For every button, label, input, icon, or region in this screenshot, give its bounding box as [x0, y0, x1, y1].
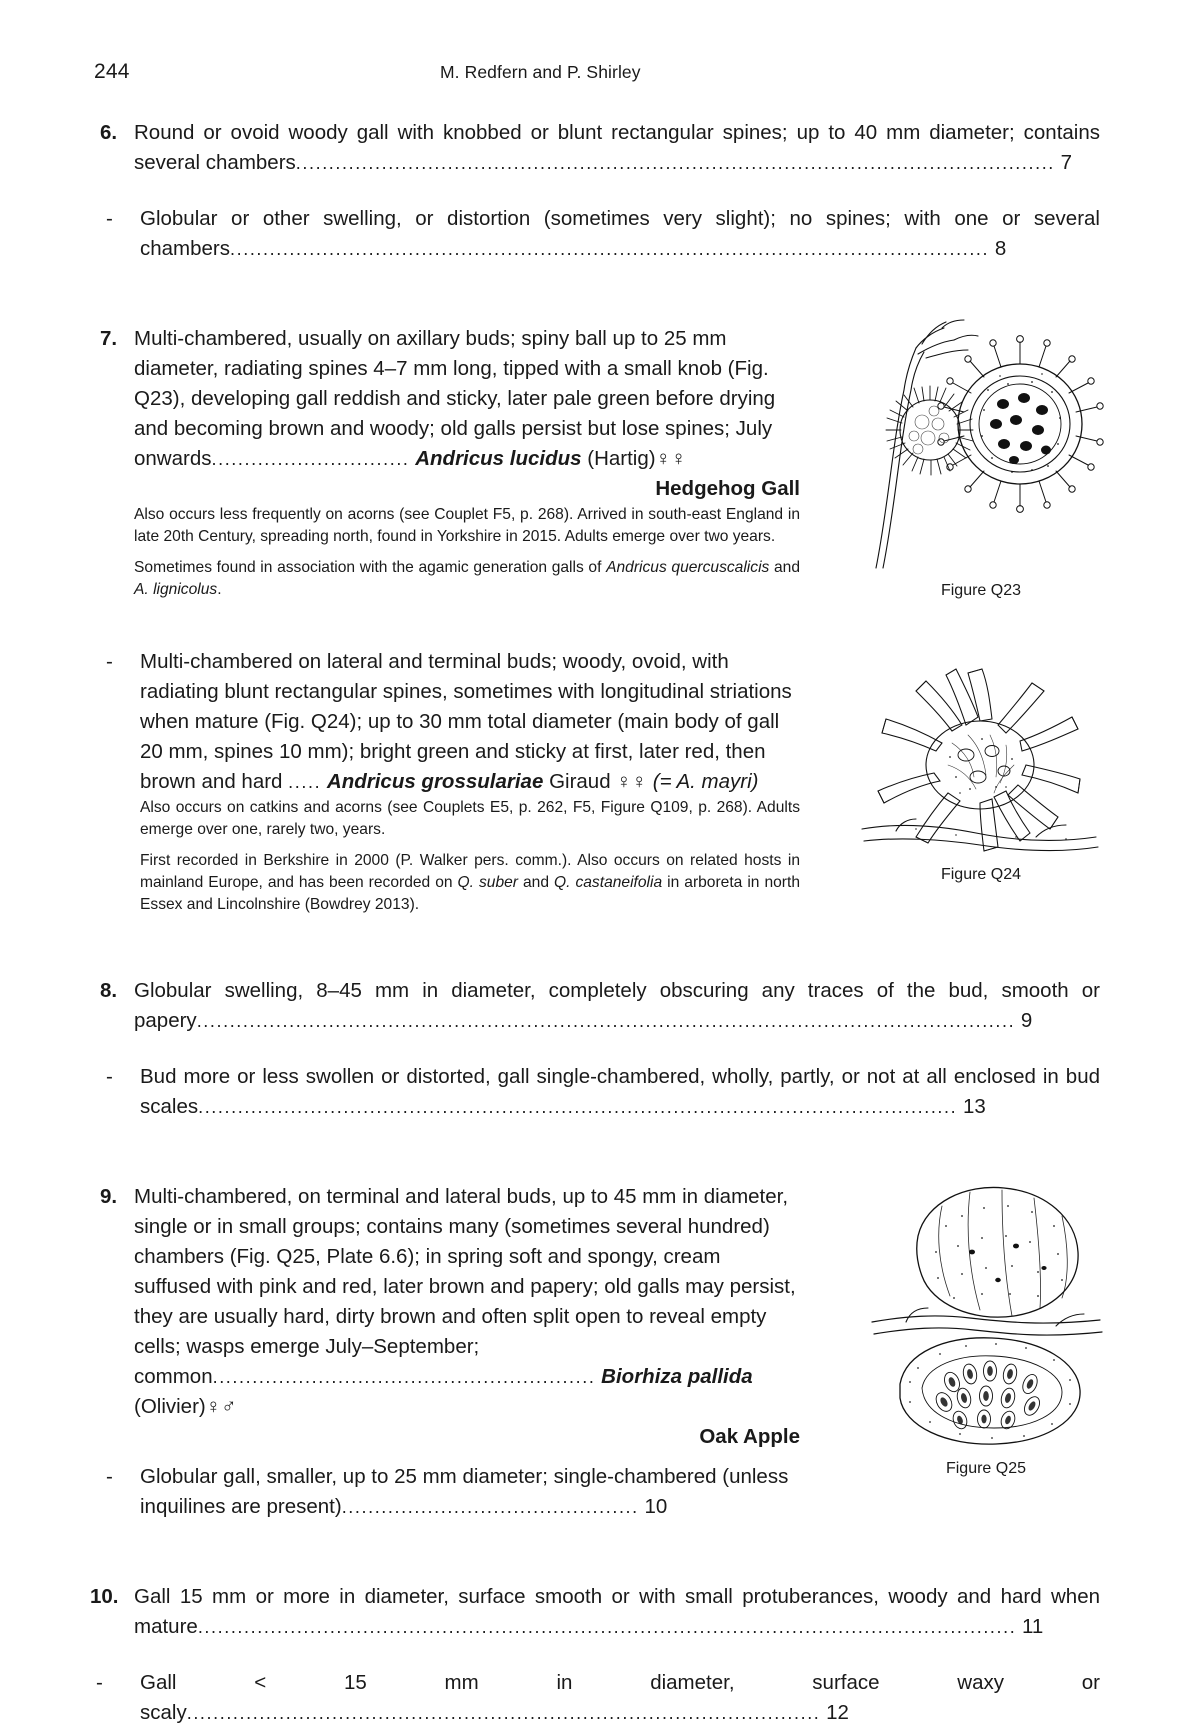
- lead-target: 7: [1060, 151, 1073, 174]
- dot-leader: ............................................................................................................................: [197, 1617, 1017, 1637]
- lead-dash: -: [106, 650, 113, 673]
- lead-description: Bud more or less swollen or distorted, gall single-chambered, wholly, partly, or not at all enclosed in bud scales: [140, 1065, 1100, 1118]
- common-name: Oak Apple: [699, 1425, 800, 1448]
- species-name: Andricus grossulariae: [326, 770, 544, 793]
- lead-target: 10: [644, 1495, 668, 1518]
- spacer: [100, 1452, 800, 1462]
- lead-text-block: [134, 1182, 800, 1452]
- hedgehog-gall-illustration: [856, 318, 1106, 578]
- lead-target: 8: [994, 237, 1007, 260]
- species-authority: Giraud: [549, 770, 611, 793]
- dot-leader: .............................................: [341, 1497, 639, 1517]
- lead-6b: [100, 204, 1100, 264]
- figure-q24: [856, 647, 1106, 884]
- species-name: Biorhiza pallida: [601, 1365, 753, 1388]
- note-paragraph: [140, 797, 800, 841]
- note-text: Also occurs on catkins and acorns (see Couplets E5, p. 262, F5, Figure Q109, p. 268). Adults emerge over one, rarely two, years.: [140, 799, 800, 838]
- lead-target: 13: [962, 1095, 986, 1118]
- couplet-7-text-column: [100, 324, 800, 601]
- figure-q25: [866, 1176, 1106, 1478]
- lead-text-block: [140, 1462, 800, 1522]
- section-spacer: [100, 627, 1100, 647]
- lead-number: 9.: [100, 1185, 118, 1208]
- lead-target: 12: [826, 1701, 849, 1724]
- lead-text-block: [140, 1668, 1100, 1728]
- couplet-6-alt: [100, 204, 1100, 264]
- couplet-10: [90, 1582, 1100, 1642]
- dot-leader: ...................................................................................................................: [295, 153, 1055, 173]
- species-synonym: (= A. mayri): [652, 770, 759, 793]
- dot-leader: ..........................................................: [212, 1367, 596, 1387]
- species-name: Andricus lucidus: [415, 447, 582, 470]
- couplet-8-alt: [100, 1062, 1100, 1122]
- section-spacer: [100, 1548, 1100, 1582]
- lead-text-block: [140, 647, 800, 916]
- note-paragraph: [134, 557, 800, 601]
- lead-number: 8.: [100, 979, 118, 1002]
- lead-description: Globular or other swelling, or distortion (sometimes very slight); no spines; with one or several chambers: [140, 207, 1100, 260]
- couplet-7alt-text-column: [100, 647, 800, 916]
- lead-dash: -: [106, 1065, 113, 1088]
- lead-description: Multi-chambered, on terminal and lateral buds, up to 45 mm in diameter, single or in small groups; contains many (sometimes several hundred) chambers (Fig. Q25, Plate 6.6); in spring soft and spongy, cream suffused with pink and red, later brown and papery; old galls may persist, they are usually hard, dirty brown and often split open to reveal empty cells; wasps emerge July–September; common: [134, 1185, 796, 1388]
- sex-symbols: ♀♀: [616, 770, 648, 793]
- lead-number: 6.: [100, 121, 118, 144]
- sex-symbols: ♀♀: [655, 447, 687, 470]
- lead-dash: -: [106, 207, 113, 230]
- lead-text-block: [134, 118, 1100, 178]
- dot-leader: ................................................................................................: [186, 1703, 821, 1723]
- lead-text-block: [134, 324, 800, 601]
- lead-description: Gall < 15 mm in diameter, surface waxy or scaly: [140, 1671, 1100, 1724]
- dot-leader: ...................................................................................................................: [198, 1097, 958, 1117]
- lead-number: 7.: [100, 327, 118, 350]
- couplet-10-alt: [96, 1668, 1100, 1728]
- dot-leader: ...................................................................................................................: [230, 239, 990, 259]
- lead-text-block: [140, 204, 1100, 264]
- lead-target: 11: [1022, 1615, 1044, 1638]
- couplet-9-text-column: [100, 1182, 800, 1522]
- lead-dash: -: [106, 1465, 113, 1488]
- lead-10b: [96, 1668, 1100, 1728]
- dot-leader: ............................................................................................................................: [196, 1011, 1016, 1031]
- grossulariae-gall-illustration: [856, 647, 1106, 862]
- dot-leader: ..............................: [211, 449, 410, 469]
- lead-9a: [100, 1182, 800, 1452]
- lead-8b: [100, 1062, 1100, 1122]
- species-authority: (Olivier): [134, 1395, 206, 1418]
- lead-6a: [100, 118, 1100, 178]
- lead-text-block: [134, 1582, 1100, 1642]
- lead-target: 9: [1020, 1009, 1033, 1032]
- note-paragraph: [140, 850, 800, 916]
- lead-10a: [90, 1582, 1100, 1642]
- couplet-8: [100, 976, 1100, 1036]
- lead-7a: [100, 324, 800, 601]
- lead-description: Globular swelling, 8–45 mm in diameter, completely obscuring any traces of the bud, smooth or papery: [134, 979, 1100, 1032]
- sex-symbols: ♀♂: [205, 1395, 237, 1418]
- figure-q23: [856, 318, 1106, 600]
- lead-9b: [100, 1462, 800, 1522]
- note-text-html: First recorded in Berkshire in 2000 (P. Walker pers. comm.). Also occurs on related hosts in mainland Europe, and has been recorded on Q. suber and Q. castaneifolia in arboreta in north Essex and Lincolnshire (Bowdrey 2013).: [140, 852, 801, 913]
- common-name: Hedgehog Gall: [655, 477, 800, 500]
- couplet-7-alt: [100, 647, 1100, 916]
- lead-7b: [100, 647, 800, 916]
- lead-text-block: [140, 1062, 1100, 1122]
- lead-description: Round or ovoid woody gall with knobbed or blunt rectangular spines; up to 40 mm diameter; contains several chambers: [134, 121, 1100, 174]
- page-number: 244: [94, 60, 130, 83]
- note-text: Also occurs less frequently on acorns (see Couplet F5, p. 268). Arrived in south-east England in late 20th Century, spreading north, found in Yorkshire in 2015. Adults emerge over two years.: [134, 506, 800, 545]
- couplet-9: [100, 1182, 1100, 1522]
- figure-caption: Figure Q23: [940, 582, 1022, 599]
- running-head: [94, 56, 1100, 96]
- figure-caption: Figure Q24: [940, 866, 1022, 883]
- lead-description: Multi-chambered on lateral and terminal buds; woody, ovoid, with radiating blunt rectangular spines, sometimes with longitudinal striations when mature (Fig. Q24); up to 30 mm total diameter (main body of gall 20 mm, spines 10 mm); bright green and sticky at first, later red, then brown and hard: [140, 650, 792, 793]
- species-authority: (Hartig): [587, 447, 656, 470]
- lead-text-block: [134, 976, 1100, 1036]
- couplet-7: [100, 324, 1100, 601]
- lead-8a: [100, 976, 1100, 1036]
- figure-caption: Figure Q25: [945, 1460, 1027, 1477]
- lead-description: Gall 15 mm or more in diameter, surface smooth or with small protuberances, woody and hard when mature: [134, 1585, 1100, 1638]
- oak-apple-illustration: [866, 1176, 1106, 1456]
- note-paragraph: [134, 504, 800, 548]
- note-text-html: Sometimes found in association with the agamic generation galls of Andricus quercuscalicis and A. lignicolus.: [134, 559, 800, 598]
- lead-description: Globular gall, smaller, up to 25 mm diameter; single-chambered (unless inquilines are present): [140, 1465, 789, 1518]
- couplet-6: [100, 118, 1100, 178]
- lead-dash: -: [96, 1671, 103, 1694]
- lead-description: Multi-chambered, usually on axillary buds; spiny ball up to 25 mm diameter, radiating spines 4–7 mm long, tipped with a small knob (Fig. Q23), developing gall reddish and sticky, later pale green before drying and becoming brown and woody; old galls persist but lose spines; July onwards: [134, 327, 776, 470]
- lead-number: 10.: [90, 1585, 119, 1608]
- running-title: M. Redfern and P. Shirley: [440, 62, 641, 82]
- dot-leader: .....: [288, 772, 322, 792]
- section-spacer: [100, 942, 1100, 976]
